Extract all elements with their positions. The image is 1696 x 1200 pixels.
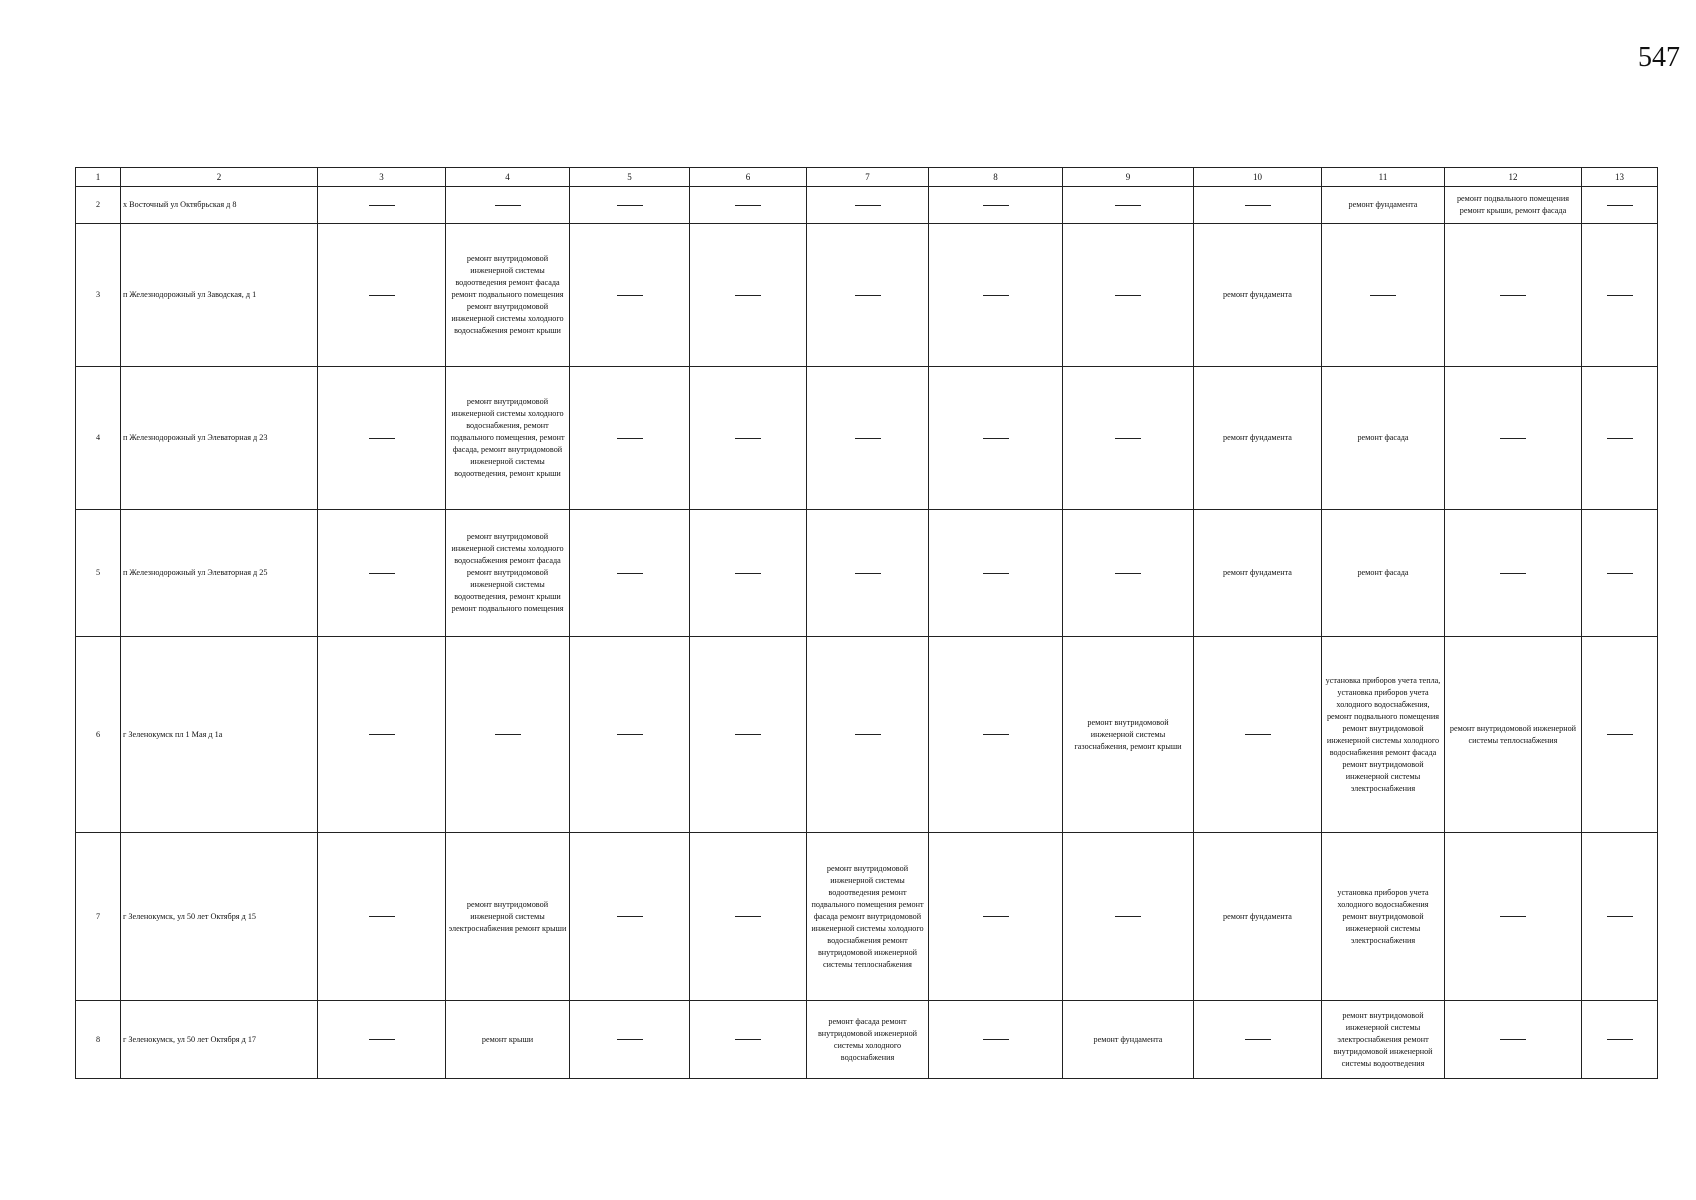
header-cell: 5 <box>570 168 690 187</box>
dash-mark <box>735 916 761 917</box>
address-cell: х Восточный ул Октябрьская д 8 <box>121 187 318 224</box>
work-description-cell: установка приборов учета тепла, установка приборов учета холодного водоснабжения, ремонт подвального помещения ремонт внутридомовой инженерной системы холодного водоснабжения ремонт фасада ремонт внутридомовой инженерной системы электроснабжения <box>1322 637 1445 833</box>
dash-mark <box>983 205 1009 206</box>
dash-mark <box>369 438 395 439</box>
empty-dash-cell <box>570 1001 690 1079</box>
work-description-cell: ремонт внутридомовой инженерной системы электроснабжения ремонт внутридомовой инженерной системы водоотведения <box>1322 1001 1445 1079</box>
dash-mark <box>1607 734 1633 735</box>
empty-dash-cell <box>446 187 570 224</box>
empty-dash-cell <box>570 833 690 1001</box>
empty-dash-cell <box>318 833 446 1001</box>
dash-mark <box>369 573 395 574</box>
address-cell: п Железнодорожный ул Элеваторная д 23 <box>121 367 318 510</box>
empty-dash-cell <box>807 637 929 833</box>
empty-dash-cell <box>318 637 446 833</box>
work-description-cell: ремонт внутридомовой инженерной системы водоотведения ремонт фасада ремонт подвального помещения ремонт внутридомовой инженерной системы холодного водоснабжения ремонт крыши <box>446 224 570 367</box>
dash-mark <box>1245 734 1271 735</box>
dash-mark <box>369 916 395 917</box>
empty-dash-cell <box>1582 224 1658 367</box>
row-number-cell: 4 <box>76 367 121 510</box>
address-cell: п Железнодорожный ул Заводская, д 1 <box>121 224 318 367</box>
table-row <box>76 367 1658 510</box>
dash-mark <box>983 295 1009 296</box>
empty-dash-cell <box>318 224 446 367</box>
work-description-cell: ремонт внутридомовой инженерной системы теплоснабжения <box>1445 637 1582 833</box>
work-description-cell: ремонт внутридомовой инженерной системы электроснабжения ремонт крыши <box>446 833 570 1001</box>
empty-dash-cell <box>1445 367 1582 510</box>
dash-mark <box>617 1039 643 1040</box>
dash-mark <box>983 573 1009 574</box>
empty-dash-cell <box>570 187 690 224</box>
table-header-row <box>76 168 1658 187</box>
dash-mark <box>1607 438 1633 439</box>
empty-dash-cell <box>1194 637 1322 833</box>
empty-dash-cell <box>690 637 807 833</box>
empty-dash-cell <box>1582 833 1658 1001</box>
work-description-cell: ремонт фасада <box>1322 367 1445 510</box>
dash-mark <box>983 1039 1009 1040</box>
dash-mark <box>983 438 1009 439</box>
dash-mark <box>617 734 643 735</box>
work-description-cell: ремонт внутридомовой инженерной системы холодного водоснабжения, ремонт подвального помещения, ремонт фасада, ремонт внутридомовой инженерной системы водоотведения, ремонт крыши <box>446 367 570 510</box>
table-row <box>76 833 1658 1001</box>
empty-dash-cell <box>929 224 1063 367</box>
work-description-cell: ремонт фасада <box>1322 510 1445 637</box>
dash-mark <box>495 205 521 206</box>
empty-dash-cell <box>1582 1001 1658 1079</box>
empty-dash-cell <box>1582 637 1658 833</box>
row-number-cell: 6 <box>76 637 121 833</box>
dash-mark <box>617 438 643 439</box>
work-description-cell: ремонт внутридомовой инженерной системы водоотведения ремонт подвального помещения ремонт фасада ремонт внутридомовой инженерной системы холодного водоснабжения ремонт внутридомовой инженерной системы теплоснабжения <box>807 833 929 1001</box>
dash-mark <box>617 205 643 206</box>
empty-dash-cell <box>690 187 807 224</box>
table-row <box>76 510 1658 637</box>
dash-mark <box>1500 916 1526 917</box>
empty-dash-cell <box>318 187 446 224</box>
empty-dash-cell <box>929 637 1063 833</box>
dash-mark <box>855 573 881 574</box>
header-cell: 2 <box>121 168 318 187</box>
header-cell: 11 <box>1322 168 1445 187</box>
dash-mark <box>735 1039 761 1040</box>
empty-dash-cell <box>807 187 929 224</box>
dash-mark <box>369 1039 395 1040</box>
dash-mark <box>735 295 761 296</box>
empty-dash-cell <box>690 510 807 637</box>
dash-mark <box>735 734 761 735</box>
work-description-cell: ремонт фасада ремонт внутридомовой инженерной системы холодного водоснабжения <box>807 1001 929 1079</box>
empty-dash-cell <box>1445 224 1582 367</box>
work-description-cell: ремонт фундамента <box>1322 187 1445 224</box>
table-row <box>76 224 1658 367</box>
dash-mark <box>369 295 395 296</box>
dash-mark <box>1607 295 1633 296</box>
header-cell: 6 <box>690 168 807 187</box>
dash-mark <box>1607 916 1633 917</box>
work-description-cell: ремонт фундамента <box>1194 510 1322 637</box>
empty-dash-cell <box>1445 833 1582 1001</box>
dash-mark <box>983 734 1009 735</box>
dash-mark <box>1245 205 1271 206</box>
empty-dash-cell <box>929 367 1063 510</box>
empty-dash-cell <box>1063 187 1194 224</box>
dash-mark <box>1115 916 1141 917</box>
dash-mark <box>855 205 881 206</box>
empty-dash-cell <box>1063 833 1194 1001</box>
page-number: 547 <box>1638 42 1680 73</box>
dash-mark <box>495 734 521 735</box>
dash-mark <box>617 916 643 917</box>
row-number-cell: 5 <box>76 510 121 637</box>
empty-dash-cell <box>807 367 929 510</box>
empty-dash-cell <box>1063 510 1194 637</box>
table-row <box>76 637 1658 833</box>
empty-dash-cell <box>1445 1001 1582 1079</box>
dash-mark <box>735 573 761 574</box>
row-number-cell: 7 <box>76 833 121 1001</box>
empty-dash-cell <box>690 1001 807 1079</box>
address-cell: г Зеленокумск пл 1 Мая д 1а <box>121 637 318 833</box>
dash-mark <box>1245 1039 1271 1040</box>
work-description-cell: ремонт крыши <box>446 1001 570 1079</box>
dash-mark <box>369 205 395 206</box>
dash-mark <box>1607 1039 1633 1040</box>
empty-dash-cell <box>929 510 1063 637</box>
row-number-cell: 2 <box>76 187 121 224</box>
empty-dash-cell <box>570 637 690 833</box>
empty-dash-cell <box>690 367 807 510</box>
header-cell: 13 <box>1582 168 1658 187</box>
empty-dash-cell <box>1194 187 1322 224</box>
address-cell: п Железнодорожный ул Элеваторная д 25 <box>121 510 318 637</box>
dash-mark <box>1500 1039 1526 1040</box>
dash-mark <box>1500 573 1526 574</box>
empty-dash-cell <box>1063 367 1194 510</box>
dash-mark <box>1115 438 1141 439</box>
header-cell: 12 <box>1445 168 1582 187</box>
row-number-cell: 3 <box>76 224 121 367</box>
dash-mark <box>1500 438 1526 439</box>
empty-dash-cell <box>318 367 446 510</box>
header-cell: 9 <box>1063 168 1194 187</box>
work-description-cell: ремонт фундамента <box>1194 224 1322 367</box>
address-cell: г Зеленокумск, ул 50 лет Октября д 15 <box>121 833 318 1001</box>
work-description-cell: ремонт фундамента <box>1194 833 1322 1001</box>
table-row <box>76 1001 1658 1079</box>
row-number-cell: 8 <box>76 1001 121 1079</box>
empty-dash-cell <box>807 510 929 637</box>
empty-dash-cell <box>1582 510 1658 637</box>
dash-mark <box>855 734 881 735</box>
work-description-cell: ремонт внутридомовой инженерной системы газоснабжения, ремонт крыши <box>1063 637 1194 833</box>
dash-mark <box>1115 573 1141 574</box>
header-cell: 4 <box>446 168 570 187</box>
header-cell: 1 <box>76 168 121 187</box>
empty-dash-cell <box>1445 510 1582 637</box>
empty-dash-cell <box>1322 224 1445 367</box>
empty-dash-cell <box>929 1001 1063 1079</box>
empty-dash-cell <box>690 224 807 367</box>
dash-mark <box>983 916 1009 917</box>
header-cell: 10 <box>1194 168 1322 187</box>
work-description-cell: ремонт подвального помещения ремонт крыши, ремонт фасада <box>1445 187 1582 224</box>
dash-mark <box>617 295 643 296</box>
header-cell: 7 <box>807 168 929 187</box>
empty-dash-cell <box>807 224 929 367</box>
empty-dash-cell <box>929 833 1063 1001</box>
empty-dash-cell <box>570 510 690 637</box>
header-cell: 3 <box>318 168 446 187</box>
table-row <box>76 187 1658 224</box>
repair-schedule-table <box>75 167 1658 1079</box>
dash-mark <box>855 438 881 439</box>
work-description-cell: ремонт внутридомовой инженерной системы холодного водоснабжения ремонт фасада ремонт внутридомовой инженерной системы водоотведения, ремонт крыши ремонт подвального помещения <box>446 510 570 637</box>
dash-mark <box>735 205 761 206</box>
empty-dash-cell <box>318 510 446 637</box>
dash-mark <box>735 438 761 439</box>
empty-dash-cell <box>1582 367 1658 510</box>
work-description-cell: установка приборов учета холодного водоснабжения ремонт внутридомовой инженерной системы электроснабжения <box>1322 833 1445 1001</box>
dash-mark <box>1607 205 1633 206</box>
empty-dash-cell <box>570 224 690 367</box>
empty-dash-cell <box>318 1001 446 1079</box>
dash-mark <box>1115 295 1141 296</box>
empty-dash-cell <box>690 833 807 1001</box>
dash-mark <box>1607 573 1633 574</box>
dash-mark <box>1500 295 1526 296</box>
empty-dash-cell <box>1194 1001 1322 1079</box>
work-description-cell: ремонт фундамента <box>1194 367 1322 510</box>
address-cell: г Зеленокумск, ул 50 лет Октября д 17 <box>121 1001 318 1079</box>
dash-mark <box>855 295 881 296</box>
empty-dash-cell <box>570 367 690 510</box>
empty-dash-cell <box>1582 187 1658 224</box>
empty-dash-cell <box>929 187 1063 224</box>
dash-mark <box>617 573 643 574</box>
empty-dash-cell <box>1063 224 1194 367</box>
dash-mark <box>1115 205 1141 206</box>
dash-mark <box>1370 295 1396 296</box>
dash-mark <box>369 734 395 735</box>
empty-dash-cell <box>446 637 570 833</box>
header-cell: 8 <box>929 168 1063 187</box>
work-description-cell: ремонт фундамента <box>1063 1001 1194 1079</box>
